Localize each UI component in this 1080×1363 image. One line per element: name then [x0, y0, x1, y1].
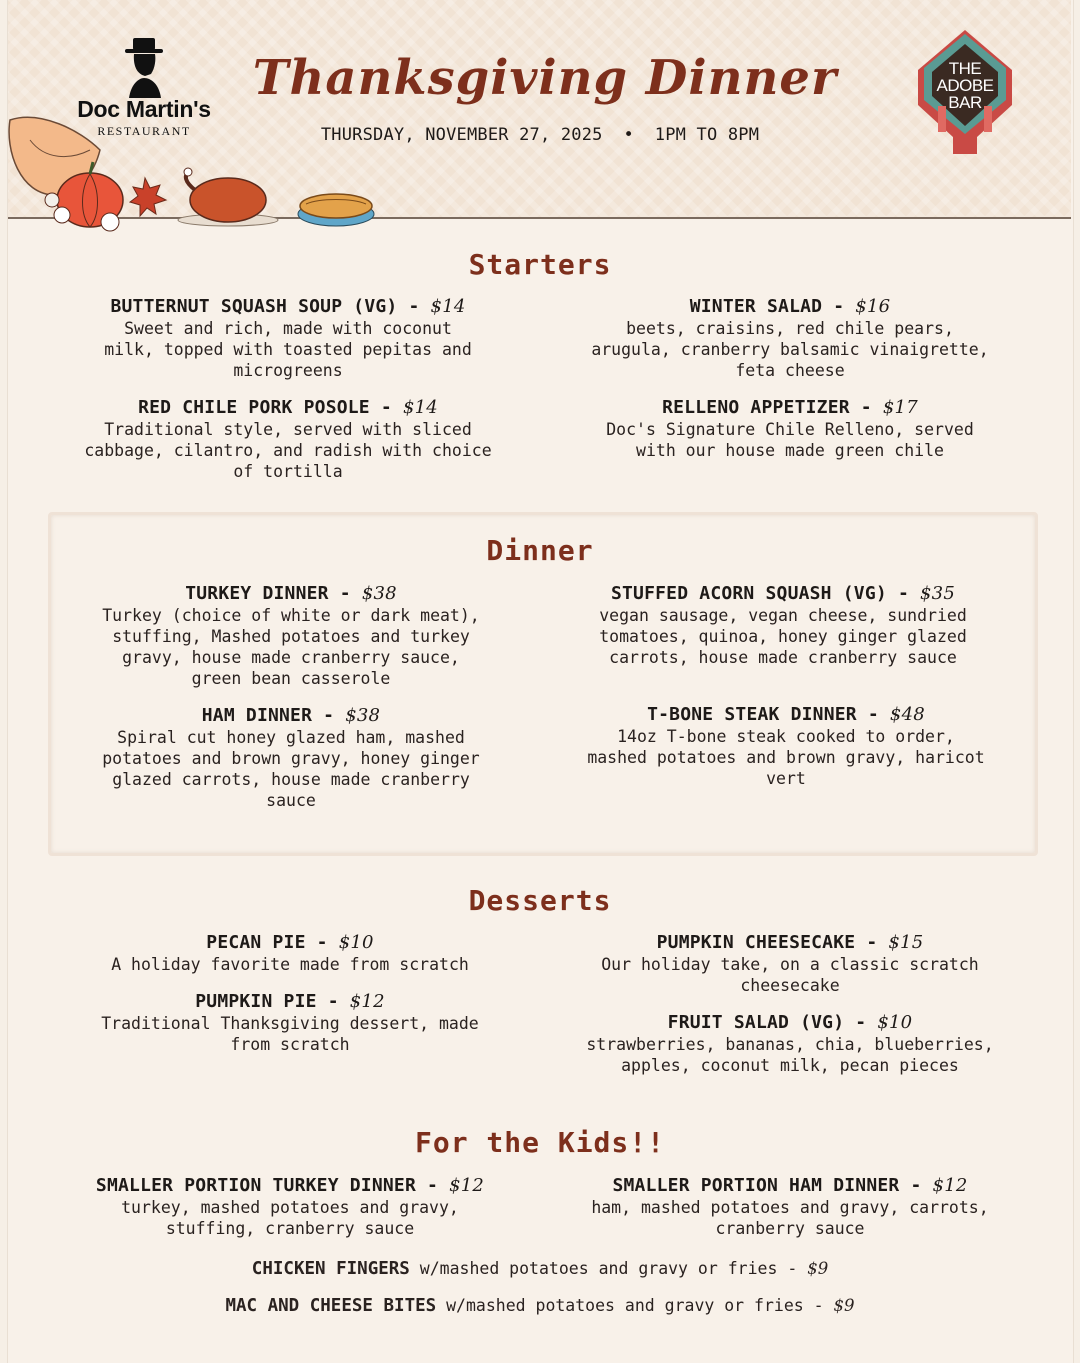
item-price: $9 — [833, 1296, 855, 1315]
item-description: Doc's Signature Chile Relleno, served with our house made green chile — [606, 420, 974, 460]
adobe-logo-line3: BAR — [948, 93, 982, 112]
menu-item-pecan-pie — [60, 932, 520, 975]
item-price: $9 — [807, 1259, 829, 1278]
section-title-dinner: Dinner — [486, 534, 594, 567]
item-price: $12 — [932, 1175, 968, 1196]
menu-item-kids-turkey-dinner — [60, 1175, 520, 1239]
item-name: TURKEY DINNER - — [185, 583, 362, 604]
item-name: PUMPKIN CHEESECAKE - — [656, 932, 889, 953]
item-name: FRUIT SALAD (VG) - — [667, 1012, 878, 1033]
item-price: $35 — [920, 583, 955, 604]
adobe-bar-logo — [918, 30, 1012, 154]
item-description: 14oz T-bone steak cooked to order, mashed potatoes and brown gravy, haricot vert — [587, 727, 985, 788]
restaurant-subtitle: RESTAURANT — [97, 124, 191, 138]
adobe-logo-line2: ADOBE — [936, 76, 994, 95]
doc-martins-logo — [66, 36, 222, 139]
item-price: $16 — [855, 296, 891, 317]
item-name: SMALLER PORTION HAM DINNER - — [612, 1175, 933, 1196]
item-name: STUFFED ACORN SQUASH (VG) - — [610, 583, 921, 604]
item-name: BUTTERNUT SQUASH SOUP (VG) - — [110, 296, 431, 317]
menu-title: Thanksgiving Dinner — [252, 50, 838, 106]
item-name: HAM DINNER - — [201, 705, 346, 726]
item-description: w/mashed potatoes and gravy or fries - — [409, 1259, 808, 1278]
item-name: WINTER SALAD - — [689, 296, 856, 317]
maple-leaf-icon — [130, 178, 166, 216]
adobe-logo-line1: THE — [948, 59, 982, 78]
menu-item-ham-dinner — [60, 705, 522, 811]
event-date-time: THURSDAY, NOVEMBER 27, 2025 • 1PM TO 8PM — [320, 125, 760, 145]
item-price: $10 — [877, 1012, 913, 1033]
item-price: $38 — [361, 583, 397, 604]
item-price: $14 — [402, 397, 438, 418]
item-name: RELLENO APPETIZER - — [662, 397, 883, 418]
item-description: Turkey (choice of white or dark meat), stuffing, Mashed potatoes and turkey gravy, house made cranberry sauce, green bean casserole — [102, 606, 480, 688]
menu-item-pumpkin-cheesecake — [560, 932, 1020, 996]
item-name: CHICKEN FINGERS — [251, 1259, 410, 1279]
item-description: ham, mashed potatoes and gravy, carrots, cranberry sauce — [591, 1198, 989, 1238]
item-description: Sweet and rich, made with coconut milk, topped with toasted pepitas and microgreens — [104, 319, 472, 380]
item-price: $15 — [888, 932, 924, 953]
menu-item-butternut-squash-soup — [60, 296, 516, 381]
item-description: vegan sausage, vegan cheese, sundried tomatoes, quinoa, honey ginger glazed carrots, house made cranberry sauce — [599, 606, 967, 667]
item-name: MAC AND CHEESE BITES — [225, 1296, 437, 1316]
menu-item-kids-ham-dinner — [560, 1175, 1020, 1239]
item-description: Traditional Thanksgiving dessert, made from scratch — [101, 1014, 479, 1054]
item-description: Our holiday take, on a classic scratch cheesecake — [601, 955, 979, 995]
item-price: $17 — [882, 397, 918, 418]
item-description: A holiday favorite made from scratch — [111, 955, 469, 974]
item-description: beets, craisins, red chile pears, arugula, cranberry balsamic vinaigrette, feta cheese — [591, 319, 989, 380]
section-title-starters: Starters — [468, 248, 612, 281]
menu-item-fruit-salad — [560, 1012, 1020, 1076]
item-price: $48 — [889, 704, 925, 725]
roast-turkey-icon — [178, 168, 278, 226]
menu-item-chicken-fingers — [0, 1258, 1080, 1280]
menu-item-relleno-appetizer — [560, 397, 1020, 461]
item-price: $10 — [338, 932, 374, 953]
item-name: SMALLER PORTION TURKEY DINNER - — [95, 1175, 450, 1196]
item-name: T-BONE STEAK DINNER - — [647, 704, 890, 725]
item-price: $38 — [345, 705, 381, 726]
item-description: strawberries, bananas, chia, blueberries, apples, coconut milk, pecan pieces — [586, 1035, 994, 1075]
hat-man-icon — [121, 36, 167, 98]
item-price: $12 — [449, 1175, 485, 1196]
menu-item-red-chile-pork-posole — [60, 397, 516, 482]
item-description: Traditional style, served with sliced cabbage, cilantro, and radish with choice of tortilla — [84, 420, 492, 481]
item-name: PUMPKIN PIE - — [195, 991, 350, 1012]
item-description: w/mashed potatoes and gravy or fries - — [436, 1296, 834, 1315]
item-price: $12 — [349, 991, 385, 1012]
menu-item-stuffed-acorn-squash — [560, 583, 1006, 668]
menu-item-pumpkin-pie — [60, 991, 520, 1055]
item-name: PECAN PIE - — [206, 932, 339, 953]
menu-item-mac-and-cheese-bites — [0, 1295, 1080, 1317]
menu-item-t-bone-steak-dinner — [560, 704, 1012, 789]
pie-icon — [298, 194, 374, 226]
item-description: turkey, mashed potatoes and gravy, stuffing, cranberry sauce — [121, 1198, 459, 1238]
section-title-desserts: Desserts — [468, 884, 612, 917]
restaurant-name: Doc Martin's — [77, 96, 211, 122]
item-price: $14 — [430, 296, 466, 317]
section-title-kids: For the Kids!! — [414, 1126, 665, 1159]
item-description: Spiral cut honey glazed ham, mashed potatoes and brown gravy, honey ginger glazed carrots, house made cranberry sauce — [102, 728, 480, 810]
menu-item-turkey-dinner — [60, 583, 522, 689]
item-name: RED CHILE PORK POSOLE - — [138, 397, 403, 418]
menu-item-winter-salad — [560, 296, 1020, 381]
